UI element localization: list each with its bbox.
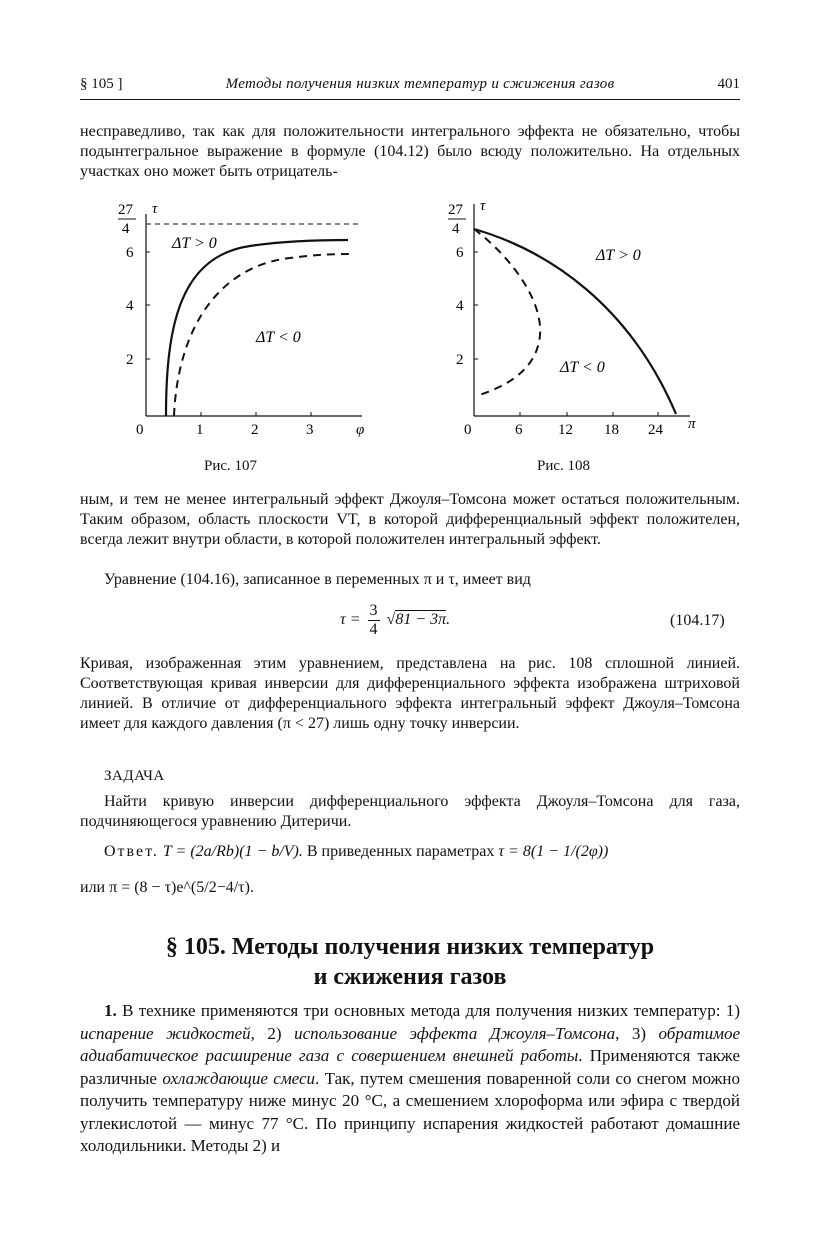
formula-lhs: τ = bbox=[340, 611, 361, 629]
figure-108 bbox=[440, 196, 720, 446]
paragraph-methods: 1. В технике применяются три основных метода для получения низких температур: 1) испарение жидкостей, 2) использование эффекта Джоуля–Томсона, 3) обратимое адиабатическое расширение газа с совершением внешней работы. Применяются также различные охлаждающие смеси. Так, путем смешения поваренной соли со снегом можно получить температуру ниже минус 20 °C, а смешением хлороформа или эфира с твердой углекислотой — минус 77 °C. По принципу испарения жидкостей работают домашние холодильники. Методы 2) и bbox=[80, 1001, 741, 1155]
header-page-number: 401 bbox=[717, 76, 740, 92]
fig107-xtick-0: 0 bbox=[136, 422, 144, 438]
task-heading: ЗАДАЧА bbox=[104, 768, 165, 784]
running-header bbox=[80, 76, 740, 100]
answer-label: Ответ. bbox=[104, 843, 159, 860]
formula-sqrt: 81 − 3π bbox=[395, 611, 447, 629]
fig107-ytop-den: 4 bbox=[122, 221, 130, 237]
fig108-ytop-num: 27 bbox=[448, 202, 463, 218]
figure-108-caption: Рис. 108 bbox=[537, 458, 591, 474]
fig108-y-label: τ bbox=[480, 198, 486, 214]
answer-formula-2: τ = 8(1 − 1/(2φ)) bbox=[498, 843, 609, 860]
method-adiabatic-expansion: обратимое адиабатическое расширение газа с совершением внешней работы bbox=[80, 1023, 741, 1065]
paragraph-inversion-curve: Кривая, изображенная этим уравнением, представлена на рис. 108 сплошной линией. Соответствующая кривая инверсии для дифференциального эффекта изображена штриховой линией. В отличие от дифференциального эффекта интегральный эффект Джоуля–Томсона имеет для каждого давления (π < 27) лишь одну точку инверсии. bbox=[80, 655, 740, 732]
task-answer bbox=[80, 840, 740, 864]
paragraph-intro: несправедливо, так как для положительности интегрального эффекта не обязательно, чтобы подынтегральное выражение в формуле (104.12) было всюду положительно. На отдельных участках оно может быть отрицатель- bbox=[80, 123, 740, 180]
fig108-region-negative: ΔT < 0 bbox=[560, 359, 605, 376]
fig107-xtick-3: 3 bbox=[306, 422, 314, 438]
fig107-region-positive: ΔT > 0 bbox=[172, 235, 217, 252]
paragraph-integral-effect: ным, и тем не менее интегральный эффект Джоуля–Томсона может остаться положительным. Таким образом, область плоскости VT, в которой дифференциальный эффект положителен, всегда лежит внутри области, в которой положителен интегральный эффект. bbox=[80, 491, 740, 548]
fig107-ytick-6: 6 bbox=[126, 245, 134, 261]
fig108-ytop-den: 4 bbox=[452, 221, 460, 237]
fig108-xtick-18: 18 bbox=[604, 422, 619, 438]
formula-frac-den: 4 bbox=[369, 621, 378, 638]
fig107-ytop-num: 27 bbox=[118, 202, 133, 218]
formula-number: (104.17) bbox=[670, 612, 725, 629]
paragraph-equation-intro: Уравнение (104.16), записанное в переменных π и τ, имеет вид bbox=[104, 571, 531, 588]
formula-104-17: τ = $\frac{3}{4}$ √81 − 3π. bbox=[340, 602, 451, 638]
header-section: § 105 ] bbox=[80, 76, 123, 92]
fig107-x-label: φ bbox=[356, 422, 365, 438]
fig107-ytick-2: 2 bbox=[126, 352, 134, 368]
figure-107 bbox=[100, 196, 380, 446]
fig108-ytick-4: 4 bbox=[456, 298, 464, 314]
fig107-xtick-1: 1 bbox=[196, 422, 204, 438]
fig107-y-label: τ bbox=[152, 201, 158, 217]
fig107-xtick-2: 2 bbox=[251, 422, 259, 438]
fig108-xtick-0: 0 bbox=[464, 422, 472, 438]
task-answer-line-2: или π = (8 − τ)e^(5/2−4/τ). bbox=[80, 879, 254, 896]
answer-middle: В приведенных параметрах bbox=[306, 843, 495, 860]
fig108-ytick-2: 2 bbox=[456, 352, 464, 368]
fig108-solid-curve bbox=[474, 229, 676, 414]
method-evaporation: испарение жидкостей bbox=[80, 1023, 251, 1043]
fig108-xtick-24: 24 bbox=[648, 422, 663, 438]
cooling-mixtures: охлаждающие смеси bbox=[162, 1068, 316, 1088]
method-joule-thomson: использование эффекта Джоуля–Томсона bbox=[294, 1023, 616, 1043]
section-title-line-2: и сжижения газов bbox=[313, 964, 507, 990]
formula-frac-num: 3 bbox=[369, 602, 378, 619]
fig108-xtick-6: 6 bbox=[515, 422, 523, 438]
section-title-line-1: § 105. Методы получения низких температур bbox=[165, 934, 655, 960]
fig107-ytick-4: 4 bbox=[126, 298, 134, 314]
fig107-region-negative: ΔT < 0 bbox=[256, 329, 301, 346]
paragraph-number: 1. bbox=[104, 1001, 117, 1020]
fig108-ytick-6: 6 bbox=[456, 245, 464, 261]
figure-107-caption: Рис. 107 bbox=[204, 458, 258, 474]
header-title: Методы получения низких температур и сжижения газов bbox=[225, 76, 615, 92]
fig108-x-label: π bbox=[688, 416, 696, 432]
fig108-dashed-curve bbox=[474, 229, 540, 396]
answer-formula: T = (2a/Rb)(1 − b/V). bbox=[162, 843, 303, 860]
fig108-xtick-12: 12 bbox=[558, 422, 573, 438]
fig108-region-positive: ΔT > 0 bbox=[596, 247, 641, 264]
task-text: Найти кривую инверсии дифференциального эффекта Джоуля–Томсона для газа, подчиняющегося уравнению Дитеричи. bbox=[80, 793, 740, 830]
